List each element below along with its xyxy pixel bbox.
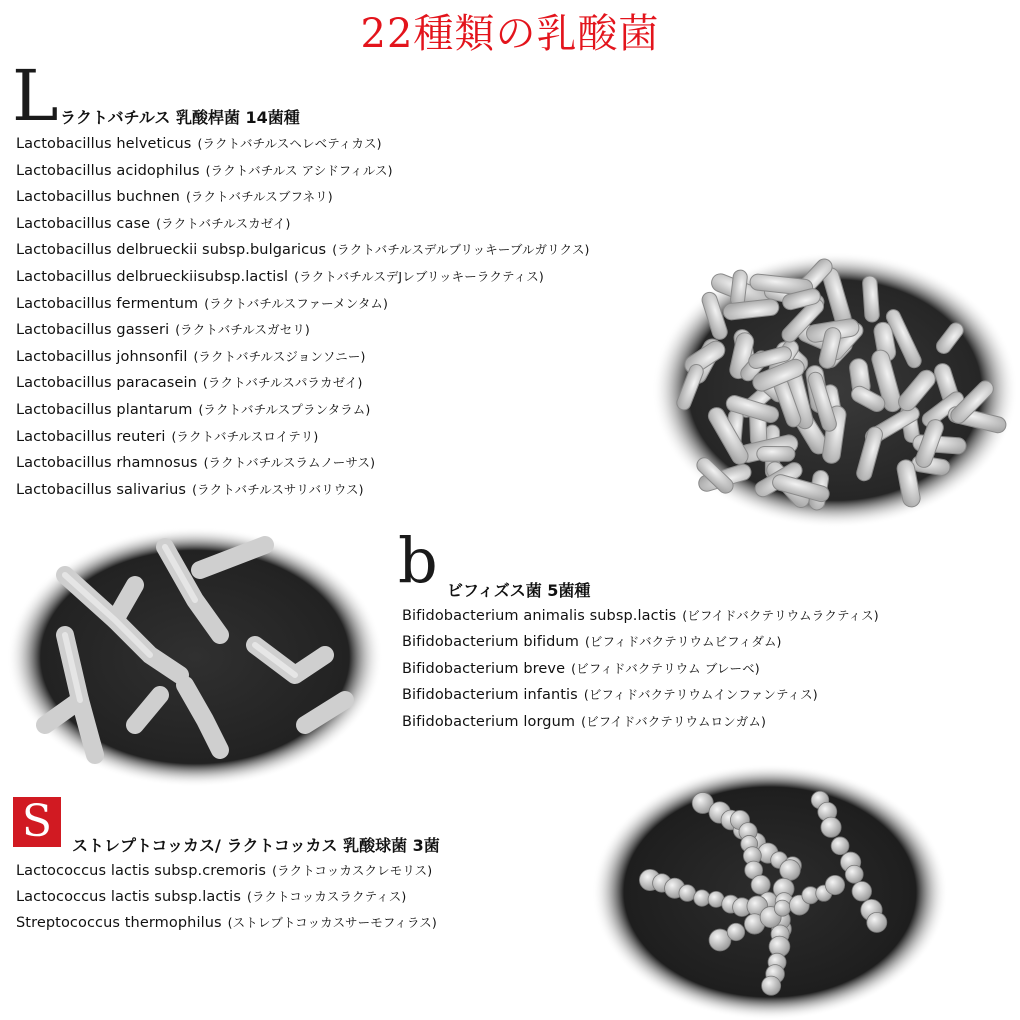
coccus-bacterium (825, 875, 844, 894)
lactobacillus-micrograph (650, 250, 1020, 530)
coccus-bacterium (831, 837, 849, 855)
list-item: Lactobacillus delbrueckii subsp.bulgaricus (ラクトバチルスデルブリッキーブルガリクス) (16, 242, 590, 259)
list-item: Bifidobacterium bifidum (ビフィドバクテリウムビフィダム) (402, 634, 782, 651)
coccus-bacterium (845, 865, 863, 883)
coccus-bacterium (751, 875, 770, 894)
coccus-bacterium (852, 882, 871, 901)
list-item: Bifidobacterium animalis subsp.lactis (ビフイドバクテリウムラクティス) (402, 608, 879, 624)
coccus-bacterium (774, 900, 790, 916)
section-letter-s: S (13, 797, 61, 847)
lactobacillus-list (16, 131, 590, 503)
list-item: Lactobacillus salivarius (ラクトバチルスサリバリウス) (16, 481, 364, 498)
page-title: 22種類の乳酸菌 (360, 11, 660, 57)
list-item: Lactobacillus paracasein (ラクトバチルスパラカゼイ) (16, 375, 363, 392)
section-letter-l: L (12, 55, 59, 137)
streptococcus-heading: ストレプトコッカス/ ラクトコッカス 乳酸球菌 3菌 (72, 836, 440, 855)
section-letter-b: b (398, 524, 438, 597)
list-item: Lactobacillus johnsonfil (ラクトバチルスジョンソニー) (16, 348, 366, 365)
list-item: Lactobacillus fermentum (ラクトバチルスファーメンタム) (16, 295, 388, 312)
list-item: Bifidobacterium breve (ビフィドバクテリウム ブレーベ) (402, 660, 760, 677)
coccus-bacterium (821, 817, 841, 837)
bifidus-list (402, 603, 879, 735)
list-item: Bifidobacterium lorgum (ビフイドバクテリウムロンガム) (402, 713, 766, 730)
rod-bacterium (862, 276, 880, 323)
list-item: Lactobacillus helveticus (ラクトバチルスヘレベティカス) (16, 136, 382, 152)
list-item: Lactobacillus acidophilus (ラクトバチルス アシドフィルス) (16, 162, 393, 179)
list-item: Lactobacillus case (ラクトバチルスカゼイ) (16, 215, 291, 232)
coccus-bacterium (727, 923, 744, 940)
list-item: Lactobacillus buchnen (ラクトバチルスブフネリ) (16, 189, 333, 206)
streptococcus-list (16, 858, 437, 936)
list-item: Lactococcus lactis subsp.cremoris (ラクトコッカスクレモリス) (16, 863, 433, 879)
bifidus-micrograph (5, 525, 385, 790)
coccus-bacterium (780, 860, 801, 881)
coccus-bacterium (694, 890, 710, 906)
list-item: Lactococcus lactis subsp.lactis (ラクトコッカスラクティス) (16, 889, 407, 905)
lactobacillus-heading: ラクトバチルス 乳酸桿菌 14菌種 (60, 108, 300, 127)
list-item: Lactobacillus plantarum (ラクトバチルスプランタラム) (16, 401, 371, 418)
list-item: Lactobacillus reuteri (ラクトバチルスロイテリ) (16, 428, 319, 445)
list-item: Streptococcus thermophilus (ストレブトコッカスサーモフィラス) (16, 915, 437, 931)
list-item: Lactobacillus gasseri (ラクトバチルスガセリ) (16, 322, 310, 339)
coccus-bacterium (762, 976, 781, 995)
rod-bacterium (757, 447, 795, 462)
bifidus-heading: ビフィズス菌 5菌種 (447, 581, 591, 600)
coccus-bacterium (679, 885, 696, 902)
streptococcus-micrograph (590, 760, 950, 1020)
list-item: Lactobacillus delbrueckiisubsp.lactisl (ラクトバチルスデJレブリッキーラクティス) (16, 268, 544, 285)
list-item: Lactobacillus rhamnosus (ラクトバチルスラムノーサス) (16, 455, 376, 472)
coccus-bacterium (867, 912, 887, 932)
list-item: Bifidobacterium infantis (ビフィドバクテリウムインファンティス) (402, 687, 818, 704)
